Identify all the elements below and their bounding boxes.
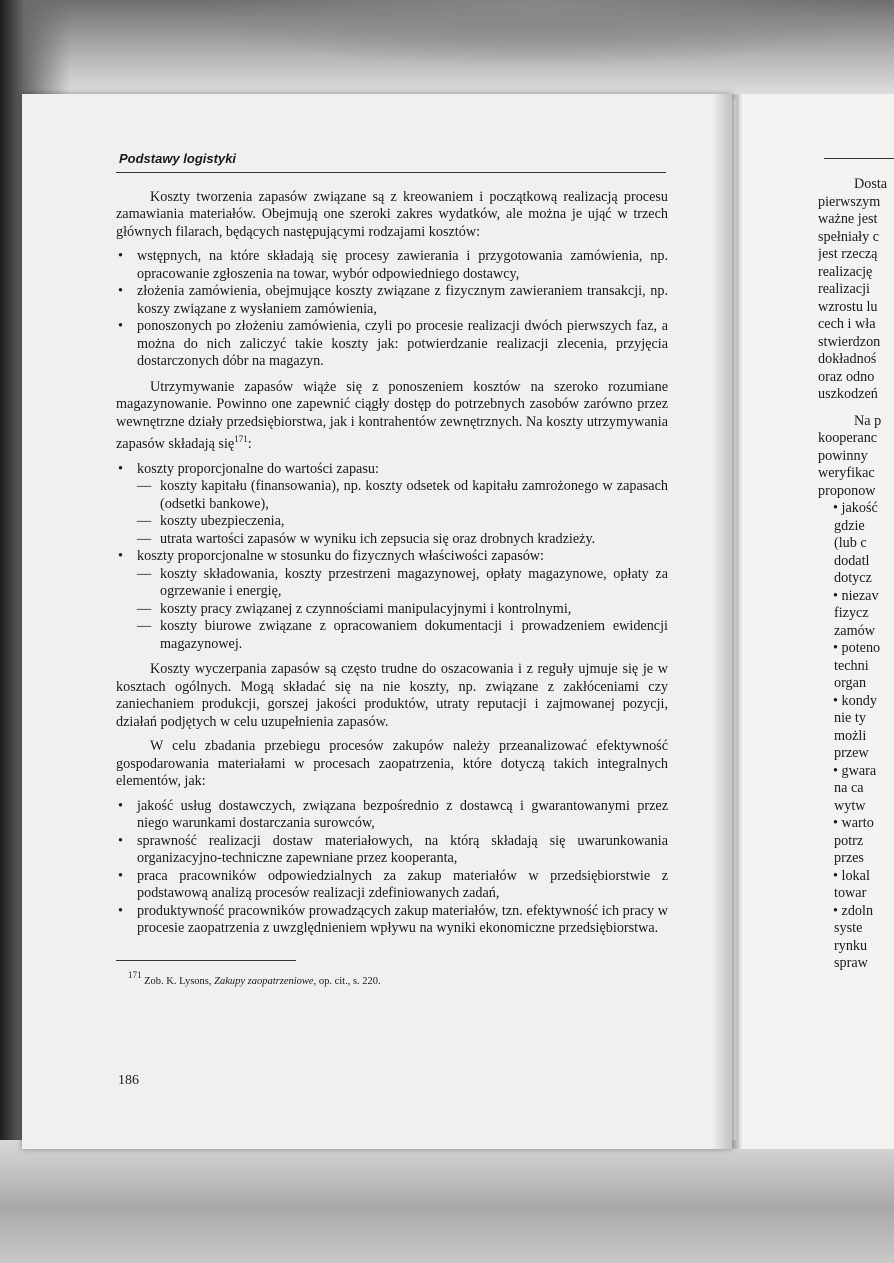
right-line: oraz odno: [818, 368, 875, 385]
right-line-text: jakość: [841, 500, 878, 516]
right-line-text: lokal: [841, 867, 870, 884]
right-line: • kondy: [833, 692, 877, 709]
right-line: zamów: [834, 622, 875, 639]
list-item: • sprawność realizacji dostaw materiałowych, na którą składają się uwarunkowania organizacyjno-techniczne zapewniane przez kooperanta,: [116, 833, 668, 868]
right-line: potrz: [834, 832, 864, 849]
list-item: • praca pracowników odpowiedzialnych za zakup materiałów w przedsiębiorstwie z podstawową analizą procesów realizacji zdefiniowanych zadań,: [116, 868, 668, 903]
right-line: weryfikac: [818, 465, 875, 481]
right-line-text: warto: [841, 815, 874, 831]
right-line: • lokal: [833, 867, 870, 884]
right-line: wzrostu lu: [818, 298, 878, 315]
holding-cost-list: [116, 461, 668, 654]
right-line-text: gwara: [841, 762, 877, 779]
right-line: • jakość: [833, 500, 878, 516]
right-line: syste: [834, 920, 863, 936]
right-line: jest rzeczą: [818, 246, 878, 262]
right-line-text: niezav: [841, 587, 879, 604]
holding-text: Utrzymywanie zapasów wiąże się z ponoszeniem kosztów na szeroko rozumiane magazynowanie. Powinno one zapewnić ciągły dostęp do potrzebnych zasobów zarówno przez wewnętrzne działy przedsiębiorstwa, jak i kontrahentów zewnętrznych. Na koszty utrzymywania zapasów składają się: [116, 378, 668, 452]
right-line: powinny: [818, 447, 868, 464]
right-line: cech i wła: [818, 316, 876, 332]
right-line: stwierdzon: [818, 333, 881, 350]
right-line: kooperanc: [818, 430, 878, 446]
paragraph-analysis: W celu zbadania przebiegu procesów zakupów należy przeanalizować efektywność gospodarowania materiałami w procesach zaopatrzenia, które dotyczą takich integralnych elementów, jak:: [116, 738, 668, 789]
right-line: spraw: [834, 955, 868, 971]
running-head: Podstawy logistyki: [119, 151, 237, 166]
footnote-rule: [116, 960, 296, 961]
right-line: dokładnoś: [818, 351, 877, 367]
sub-list-item: — koszty kapitału (finansowania), np. koszty odsetek od kapitału zamrożonego w zapasach (odsetki bankowe),: [116, 478, 668, 513]
paragraph-shortage: Koszty wyczerpania zapasów są często trudne do oszacowania i z reguły ujmuje się je w kosztach ogólnych. Mogą składać się na nie koszty, np. związane z zakłóceniami czy zaniechaniem produkcji, gorszej jakości produktów, utraty reputacji i zajmowanej pozycji, działań podjętych w celu uzupełnienia zapasów.: [116, 661, 668, 730]
footnote-number: 171: [128, 969, 142, 980]
right-line: towar: [834, 885, 867, 901]
right-line: • niezav: [833, 587, 879, 604]
right-line: rynku: [834, 937, 868, 954]
right-line: możli: [834, 727, 867, 744]
right-line: przew: [834, 745, 869, 761]
sub-list-item: — koszty ubezpieczenia,: [116, 513, 668, 531]
right-line: techni: [834, 657, 869, 674]
analysis-list: [116, 798, 668, 938]
footnote: [128, 967, 668, 991]
right-line: dodatl: [834, 552, 870, 569]
right-line: pierwszym: [818, 193, 881, 210]
right-line: • warto: [833, 815, 874, 831]
right-line: realizację: [818, 263, 873, 280]
footnote-suffix: , op. cit., s. 220.: [313, 975, 381, 987]
footnote-title: Zakupy zaopatrzeniowe: [214, 975, 314, 987]
right-line: proponow: [818, 482, 876, 499]
list-item: • jakość usług dostawczych, związana bezpośrednio z dostawcą i gwarantowanymi przez niego warunkami dostarczania surowców,: [116, 798, 668, 833]
right-line: • poteno: [833, 640, 881, 656]
right-line: gdzie: [834, 517, 865, 534]
right-line: • gwara: [833, 762, 877, 779]
list-item: • koszty proporcjonalne w stosunku do fizycznych właściwości zapasów:: [116, 548, 668, 566]
sub-list-item: — utrata wartości zapasów w wyniku ich zepsucia się oraz drobnych kradzieży.: [116, 531, 668, 549]
list-item: • ponoszonych po złożeniu zamówienia, czyli po procesie realizacji dwóch pierwszych faz, a można do nich zaliczyć takie koszty jak: potwierdzanie realizacji zlecenia, przyjęcia dostarczonych dóbr na magazyn.: [116, 318, 668, 371]
right-line: uszkodzeń: [818, 386, 878, 402]
header-rule: [116, 172, 666, 173]
right-line: Dosta: [854, 176, 888, 192]
right-line: nie ty: [834, 710, 866, 726]
right-line: przes: [834, 850, 864, 866]
left-page-content: [116, 150, 668, 990]
right-line: spełniały c: [818, 228, 880, 245]
book-gutter: [712, 94, 742, 1149]
footnote-reference: 171: [234, 434, 248, 444]
right-line-text: zdoln: [841, 902, 874, 919]
right-line: Na p: [854, 412, 882, 429]
right-line: wytw: [834, 797, 866, 814]
list-item: • koszty proporcjonalne do wartości zapasu:: [116, 461, 668, 479]
right-gap: [818, 404, 894, 413]
right-line: ważne jest: [818, 211, 878, 227]
right-line: dotycz: [834, 570, 872, 586]
scan-background-bottom: [0, 1140, 894, 1263]
holding-colon: :: [247, 436, 252, 452]
list-item: • złożenia zamówienia, obejmujące koszty związane z fizycznym zawieraniem transakcji, np. koszy związane z wysłaniem zamówienia,: [116, 283, 668, 318]
right-line: organ: [834, 675, 867, 691]
footnote-prefix: Zob. K. Lysons,: [144, 975, 212, 987]
creation-cost-list: [116, 248, 668, 371]
right-page-rule: [824, 158, 894, 159]
sub-list-item: — koszty składowania, koszty przestrzeni magazynowej, opłaty magazynowe, opłaty za ogrzewanie i energię,: [116, 566, 668, 601]
right-line: realizacji: [818, 281, 870, 297]
scan-background-top: [0, 0, 894, 100]
right-line: (lub c: [834, 535, 867, 551]
right-line-text: kondy: [841, 692, 877, 709]
right-line-text: poteno: [841, 640, 881, 656]
paragraph-holding: [116, 379, 668, 454]
right-line: na ca: [834, 780, 864, 796]
sub-list-item: — koszty pracy związanej z czynnościami manipulacyjnymi i kontrolnymi,: [116, 601, 668, 619]
page-number: 186: [118, 1073, 139, 1088]
right-page-column: [818, 176, 894, 973]
list-item: • wstępnych, na które składają się procesy zawierania i przygotowania zamówienia, np. opracowanie zgłoszenia na towar, wybór odpowiedniego dostawcy,: [116, 248, 668, 283]
right-line: fizycz: [834, 605, 869, 621]
sub-list-item: — koszty biurowe związane z opracowaniem dokumentacji i prowadzeniem ewidencji magazynowej.: [116, 618, 668, 653]
paragraph-intro: Koszty tworzenia zapasów związane są z kreowaniem i początkową realizacją procesu zamawiania materiałów. Obejmują one szeroki zakres wydatków, ale można je ująć w trzech głównych filarach, będących następującymi rodzajami kosztów:: [116, 188, 668, 240]
right-line: • zdoln: [833, 902, 874, 919]
list-item: • produktywność pracowników prowadzących zakup materiałów, tzn. efektywność ich pracy w procesie zaopatrzenia z uwzględnieniem wpływu na wyniki ekonomiczne przedsiębiorstwa.: [116, 903, 668, 938]
